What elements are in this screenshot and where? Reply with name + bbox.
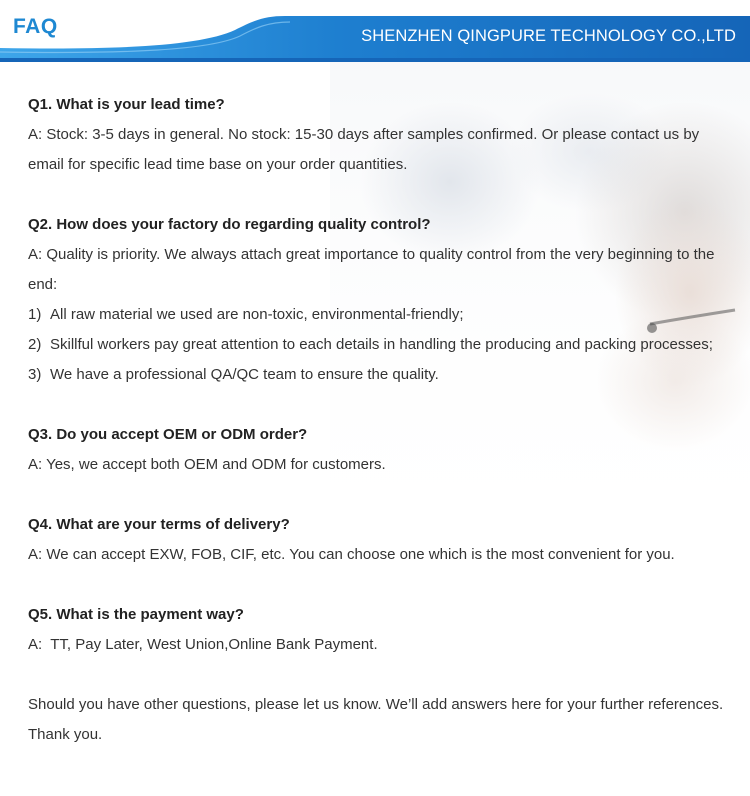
faq-question: Q1. What is your lead time? [28, 96, 225, 113]
faq-question: Q3. Do you accept OEM or ODM order? [28, 426, 308, 443]
faq-point [28, 360, 728, 390]
faq-answer: A: TT, Pay Later, West Union,Online Bank Payment. [28, 636, 378, 653]
faq-point-number: 1) [28, 306, 42, 323]
faq-answer: A: Stock: 3-5 days in general. No stock: 15-30 days after samples confirmed. Or please contact us by email for specific lead time base on your order quantities. [28, 126, 700, 173]
faq-point [28, 300, 728, 330]
faq-point-text: Skillful workers pay great attention to each details in handling the producing and packing processes; [50, 336, 713, 353]
faq-content [28, 90, 728, 780]
faq-closing [28, 690, 728, 750]
faq-answer: A: We can accept EXW, FOB, CIF, etc. You can choose one which is the most convenient for you. [28, 546, 675, 563]
faq-item-5 [28, 600, 728, 660]
faq-point [28, 330, 728, 360]
faq-question: Q4. What are your terms of delivery? [28, 516, 290, 533]
faq-item-2 [28, 210, 728, 390]
company-name: SHENZHEN QINGPURE TECHNOLOGY CO.,LTD [361, 27, 736, 45]
faq-point-number: 2) [28, 336, 42, 353]
faq-answer: A: Quality is priority. We always attach great importance to quality control from the very beginning to the end: [28, 246, 715, 293]
closing-thanks: Thank you. [28, 726, 103, 743]
faq-question: Q2. How does your factory do regarding quality control? [28, 216, 431, 233]
faq-point-text: All raw material we used are non-toxic, environmental-friendly; [50, 306, 464, 323]
faq-item-1 [28, 90, 728, 180]
closing-line: Should you have other questions, please let us know. We’ll add answers here for your further references. [28, 696, 724, 713]
faq-question: Q5. What is the payment way? [28, 606, 244, 623]
faq-title: FAQ [13, 15, 58, 38]
faq-header-banner [0, 0, 750, 62]
faq-point-number: 3) [28, 366, 42, 383]
faq-point-text: We have a professional QA/QC team to ensure the quality. [50, 366, 439, 383]
faq-item-4 [28, 510, 728, 570]
faq-item-3 [28, 420, 728, 480]
faq-answer: A: Yes, we accept both OEM and ODM for customers. [28, 456, 386, 473]
